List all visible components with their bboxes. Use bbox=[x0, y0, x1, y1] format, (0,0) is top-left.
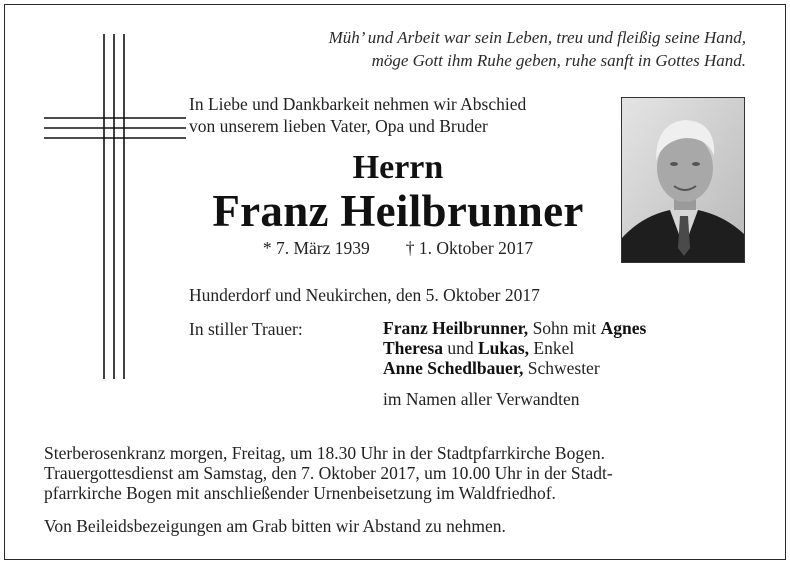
mourner-line bbox=[383, 318, 646, 338]
mourner-name: Agnes bbox=[600, 318, 647, 338]
service-line: Trauergottesdienst am Samstag, den 7. Oktober 2017, um 10.00 Uhr in der Stadt- bbox=[44, 463, 613, 483]
life-dates bbox=[189, 237, 607, 259]
portrait-image bbox=[622, 98, 745, 263]
deceased-name: Franz Heilbrunner bbox=[212, 186, 584, 236]
mourners-list bbox=[383, 318, 646, 378]
mourning-label: In stiller Trauer: bbox=[189, 319, 303, 339]
portrait-photo bbox=[621, 97, 745, 263]
service-details bbox=[44, 443, 613, 503]
farewell-intro bbox=[189, 93, 526, 137]
intro-line: In Liebe und Dankbarkeit nehmen wir Abschied bbox=[189, 94, 527, 114]
place-and-date: Hunderdorf und Neukirchen, den 5. Oktober 2017 bbox=[189, 285, 540, 305]
mourner-relation: Sohn mit bbox=[528, 318, 601, 338]
mourner-relation: Enkel bbox=[529, 338, 575, 358]
death-date: † 1. Oktober 2017 bbox=[405, 238, 534, 258]
mourner-line bbox=[383, 338, 646, 358]
mourner-name: Lukas, bbox=[477, 338, 530, 358]
poem-line: Müh’ und Arbeit war sein Leben, treu und fleißig seine Hand, bbox=[328, 28, 746, 47]
mourner-name: Franz Heilbrunner, bbox=[383, 318, 529, 338]
poem-line: möge Gott ihm Ruhe geben, ruhe sanft in Gottes Hand. bbox=[371, 51, 746, 70]
mourner-line bbox=[383, 358, 646, 378]
relatives-note: im Namen aller Verwandten bbox=[383, 389, 580, 409]
memorial-poem bbox=[329, 26, 746, 72]
mourner-name: Anne Schedlbauer, bbox=[383, 358, 524, 378]
service-line: Sterberosenkranz morgen, Freitag, um 18.30 Uhr in der Stadtpfarrkirche Bogen. bbox=[44, 443, 605, 463]
mourner-name: Theresa bbox=[383, 338, 443, 358]
intro-line: von unserem lieben Vater, Opa und Bruder bbox=[189, 116, 488, 136]
cross-icon bbox=[40, 34, 190, 379]
service-line: pfarrkirche Bogen mit anschließender Urnenbeisetzung im Waldfriedhof. bbox=[44, 483, 556, 503]
salutation: Herrn bbox=[352, 149, 444, 186]
birth-date: * 7. März 1939 bbox=[262, 238, 370, 258]
mourner-relation: Schwester bbox=[523, 358, 600, 378]
mourner-connector: und bbox=[442, 338, 478, 358]
condolence-note: Von Beileidsbezeigungen am Grab bitten wir Abstand zu nehmen. bbox=[44, 516, 506, 536]
